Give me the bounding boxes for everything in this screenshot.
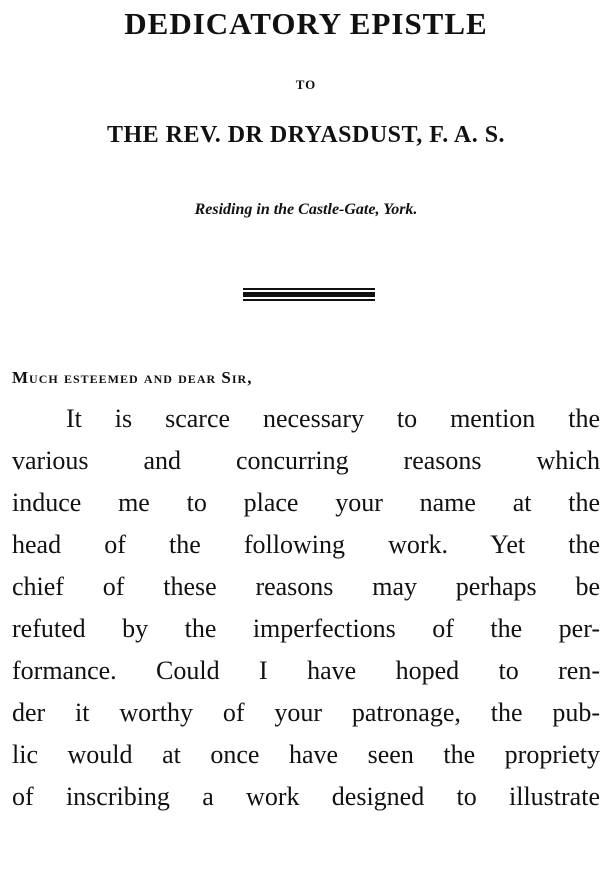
page-title: DEDICATORY EPISTLE — [124, 6, 488, 41]
body-line: induce me to place your name at the — [12, 488, 600, 517]
salutation: Much esteemed and dear Sir, — [12, 368, 253, 387]
body-line: der it worthy of your patronage, the pub- — [12, 698, 600, 727]
addressee: THE REV. DR DRYASDUST, F. A. S. — [106, 122, 506, 148]
body-line: various and concurring reasons which — [12, 446, 600, 475]
body-line: refuted by the imperfections of the per- — [12, 614, 600, 643]
ornamental-divider — [243, 288, 375, 302]
body-line: head of the following work. Yet the — [12, 530, 600, 559]
divider-thin-bottom-line — [243, 299, 375, 301]
body-line: lic would at once have seen the propriety — [12, 740, 600, 769]
residing-line: Residing in the Castle-Gate, York. — [194, 201, 418, 218]
body-line: It is scarce necessary to mention the — [66, 404, 600, 433]
body-line: formance. Could I have hoped to ren- — [12, 656, 600, 685]
to-label: TO — [295, 77, 317, 92]
divider-thin-top-line — [243, 288, 375, 290]
body-line: chief of these reasons may perhaps be — [12, 572, 600, 601]
divider-thick-line — [243, 292, 375, 297]
body-line: of inscribing a work designed to illustrate — [12, 782, 600, 811]
body-paragraph — [12, 398, 600, 818]
